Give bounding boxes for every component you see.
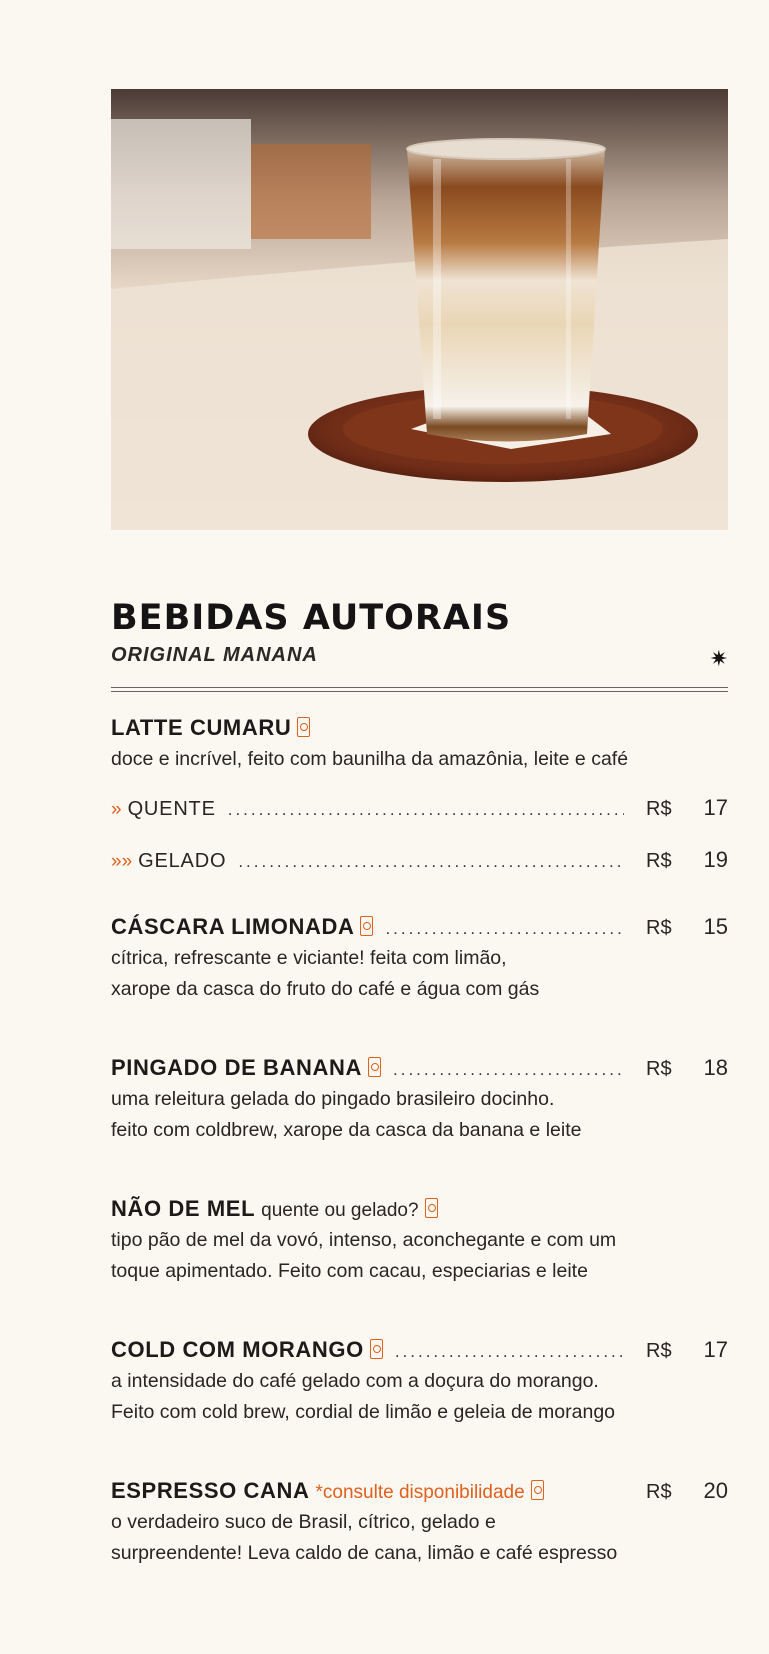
description-line: Feito com cold brew, cordial de limão e geleia de morango <box>111 1401 616 1423</box>
item-name: LATTE CUMARU <box>111 715 292 740</box>
section-header <box>111 598 728 671</box>
menu-item-cold-com-morango <box>111 1337 728 1428</box>
item-description <box>111 1225 728 1287</box>
menu-item-nao-de-mel <box>111 1196 728 1287</box>
currency: R$ <box>646 1340 672 1362</box>
menu-item-espresso-cana <box>111 1478 728 1569</box>
currency: R$ <box>646 798 672 820</box>
double-divider <box>111 687 728 692</box>
section-subtitle: ORIGINAL MANANA <box>111 644 318 666</box>
cup-icon <box>297 717 310 737</box>
iced-latte-illustration <box>111 89 728 530</box>
item-description: doce e incrível, feito com baunilha da amazônia, leite e café <box>111 748 629 770</box>
item-description <box>111 1507 728 1569</box>
item-note: quente ou gelado? <box>261 1200 419 1221</box>
price: 17 <box>703 795 728 820</box>
menu-item-cascara-limonada <box>111 914 728 1005</box>
menu-item-latte-cumaru <box>111 715 728 775</box>
description-line: a intensidade do café gelado com a doçura do morango. <box>111 1370 599 1392</box>
price: 18 <box>703 1055 728 1080</box>
description-line: o verdadeiro suco de Brasil, cítrico, gelado e <box>111 1511 496 1533</box>
description-line: cítrica, refrescante e viciante! feita com limão, <box>111 947 507 969</box>
description-line: uma releitura gelada do pingado brasileiro docinho. <box>111 1088 555 1110</box>
double-chevron-right-icon: »» <box>111 851 133 872</box>
description-line: tipo pão de mel da vovó, intenso, aconchegante e com um <box>111 1229 617 1251</box>
price: 20 <box>703 1478 728 1503</box>
item-description <box>111 943 728 1005</box>
variant-row-quente <box>111 795 728 821</box>
item-description <box>111 1084 728 1146</box>
dot-leader <box>393 1060 624 1080</box>
variant-label: QUENTE <box>127 798 216 820</box>
hero-photo <box>111 89 728 530</box>
menu-item-pingado-de-banana <box>111 1055 728 1146</box>
item-name: ESPRESSO CANA <box>111 1478 310 1503</box>
description-line: feito com coldbrew, xarope da casca da banana e leite <box>111 1119 582 1141</box>
cup-icon <box>425 1198 438 1218</box>
price: 19 <box>703 847 728 872</box>
cup-icon <box>531 1480 544 1500</box>
dot-leader <box>395 1342 624 1362</box>
currency: R$ <box>646 850 672 872</box>
variant-label: GELADO <box>138 850 227 872</box>
item-name: COLD COM MORANGO <box>111 1337 364 1362</box>
cup-icon <box>360 916 373 936</box>
dot-leader <box>385 919 624 939</box>
variant-row-gelado <box>111 847 728 873</box>
item-name: NÃO DE MEL <box>111 1196 256 1221</box>
dot-leader <box>238 852 624 872</box>
description-line: surpreendente! Leva caldo de cana, limão e café espresso <box>111 1542 618 1564</box>
item-name: PINGADO DE BANANA <box>111 1055 362 1080</box>
section-title: BEBIDAS AUTORAIS <box>111 598 512 638</box>
description-line: toque apimentado. Feito com cacau, especiarias e leite <box>111 1260 588 1282</box>
description-line: xarope da casca do fruto do café e água com gás <box>111 978 540 1000</box>
star-icon: ✷ <box>709 646 728 671</box>
item-description <box>111 1366 728 1428</box>
price: 15 <box>703 914 728 939</box>
currency: R$ <box>646 917 672 939</box>
chevron-right-icon: » <box>111 799 122 820</box>
availability-note: *consulte disponibilidade <box>315 1482 525 1503</box>
currency: R$ <box>646 1481 672 1503</box>
cup-icon <box>368 1057 381 1077</box>
cup-icon <box>370 1339 383 1359</box>
dot-leader <box>228 800 624 820</box>
currency: R$ <box>646 1058 672 1080</box>
item-name: CÁSCARA LIMONADA <box>111 914 355 939</box>
price: 17 <box>703 1337 728 1362</box>
